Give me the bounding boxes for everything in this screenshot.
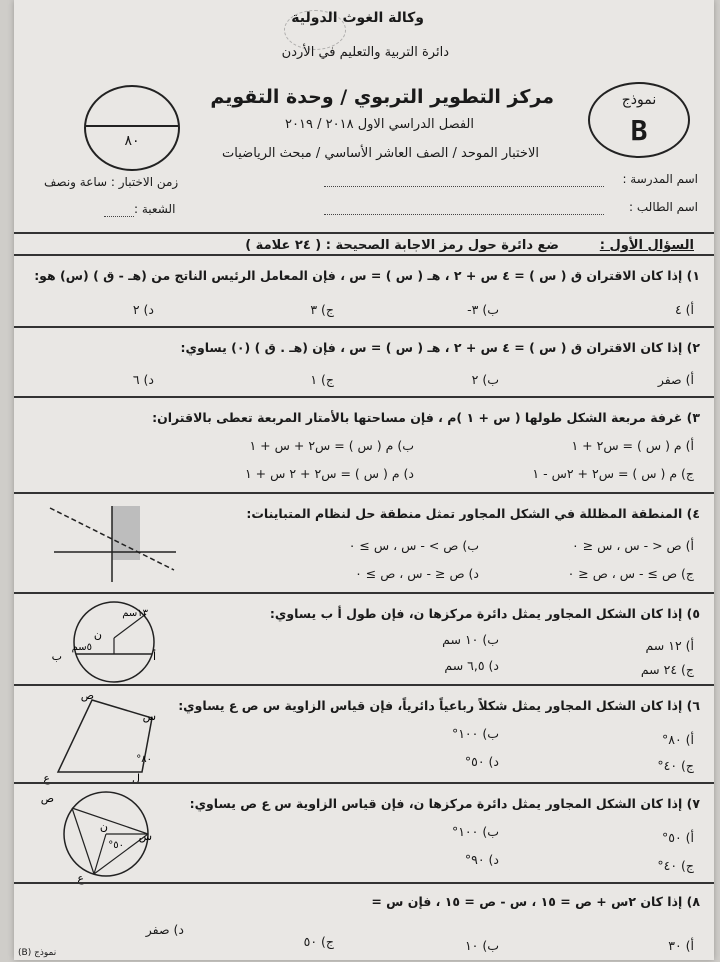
center-label: ن [93, 628, 102, 641]
option-b[interactable]: ب) ٣- [467, 302, 499, 317]
option-b[interactable]: ب) م ( س ) = س٢ + س + ١ [249, 438, 414, 453]
option-a[interactable]: أ) ٨٠° [661, 732, 694, 747]
option-c[interactable]: ج) ٢٤ سم [640, 662, 694, 677]
option-b[interactable]: ب) ٢ [471, 372, 499, 387]
exam-header [14, 0, 714, 235]
point-3-label: ع [77, 872, 84, 885]
option-d[interactable]: د) صفر [145, 922, 184, 937]
point-a-label: أ [152, 650, 156, 663]
option-a[interactable]: أ) ٤ [674, 302, 694, 317]
option-d[interactable]: د) ٦ [132, 372, 154, 387]
student-field[interactable] [324, 204, 604, 215]
vertex-3-label: ل [132, 772, 140, 785]
header-divider [14, 232, 714, 234]
section-label: الشعبة : [134, 202, 176, 216]
term-line: الفصل الدراسي الاول ٢٠١٨ / ٢٠١٩ [285, 117, 474, 132]
question-section [14, 232, 714, 960]
radius-1 [94, 834, 106, 874]
question-text: ٧) إذا كان الشكل المجاور يمثل دائرة مركزها ن، فإن قياس الزاوية س ع ص يساوي: [189, 796, 700, 811]
exam-paper [14, 0, 714, 960]
option-a[interactable]: أ) ٣٠ [668, 938, 694, 953]
option-b[interactable]: ب) ١٠٠° [451, 726, 499, 741]
option-b[interactable]: ب) ١٠٠° [451, 824, 499, 839]
vertex-4-label: ع [43, 772, 50, 785]
agency-name: وكالة الغوث الدولية [291, 10, 424, 26]
option-d[interactable]: د) ص ≤ - س ، ص ≥ ٠ [355, 566, 479, 581]
question-text: ٦) إذا كان الشكل المجاور يمثل شكلاً رباعياً دائرياً، فإن قياس الزاوية س ص ع يساوي: [178, 698, 700, 713]
circle-angle-figure [40, 786, 184, 885]
center-label: ن [99, 820, 108, 833]
option-c[interactable]: ج) ١ [310, 372, 334, 387]
chord-1 [72, 808, 148, 834]
question-text: ٣) غرفة مربعة الشكل طولها ( س + ١ )م ، فإن مساحتها بالأمتار المربعة تعطى بالاقتران: [152, 410, 700, 425]
option-d[interactable]: د) ٢ [132, 302, 154, 317]
option-b[interactable]: ب) ص > - س ، س ≥ ٠ [348, 538, 479, 553]
option-a[interactable]: أ) ٥٠° [661, 830, 694, 845]
option-c[interactable]: ج) ٤٠° [657, 758, 694, 773]
vertex-2-label: س [142, 710, 156, 723]
model-word: نموذج [621, 92, 657, 108]
score-circle [84, 85, 180, 171]
angle-label: ٨٠° [136, 754, 152, 765]
total-score: ٨٠ [124, 133, 140, 149]
quadrilateral-figure [43, 689, 188, 785]
question-7 [14, 782, 714, 884]
inequality-graph [44, 500, 184, 588]
option-b[interactable]: ب) ١٠ سم [442, 632, 499, 647]
option-a[interactable]: أ) صفر [657, 372, 694, 387]
section-instruction: ضع دائرة حول رمز الاجابة الصحيحة : ( ٢٤ علامة ) [245, 238, 559, 253]
question-text: ٢) إذا كان الاقتران ق ( س ) = ٤ س + ٢ ، هـ ( س ) = س ، فإن (هـ . ق ) (٠) يساوي: [180, 340, 700, 355]
department-name: دائرة التربية والتعليم في الأردن [281, 45, 449, 60]
question-text: ٥) إذا كان الشكل المجاور يمثل دائرة مركزها ن، فإن طول أ ب يساوي: [269, 606, 700, 621]
question-1 [14, 254, 714, 328]
option-a[interactable]: أ) م ( س ) = س٢ + ١ [571, 438, 694, 453]
model-letter: B [630, 114, 648, 147]
point-b-label: ب [51, 650, 62, 663]
exam-line: الاختبار الموحد / الصف العاشر الأساسي / مبحث الرياضيات [222, 146, 539, 161]
school-field[interactable] [324, 176, 604, 187]
distance-label: ٥سم [71, 642, 92, 653]
model-badge [588, 82, 690, 158]
question-text: ١) إذا كان الاقتران ق ( س ) = ٤ س + ٢ ، هـ ( س ) = س ، فإن المعامل الرئيس الناتج من (هـ - ق ) (س) هو: [34, 268, 700, 283]
option-a[interactable]: أ) ١٢ سم [645, 638, 694, 653]
question-text: ٤) المنطقة المظللة في الشكل المجاور تمثل منطقة حل لنظام المتباينات: [246, 506, 700, 521]
question-6 [14, 684, 714, 784]
option-a[interactable]: أ) ص < - س ، س ≤ ٠ [572, 538, 694, 553]
school-label: اسم المدرسة : [622, 172, 698, 186]
option-d[interactable]: د) ٩٠° [464, 852, 499, 867]
option-c[interactable]: ج) ٥٠ [303, 934, 334, 949]
center-title: مركز التطوير التربوي / وحدة التقويم [210, 86, 554, 108]
question-2 [14, 326, 714, 398]
option-d[interactable]: د) ٥٠° [464, 754, 499, 769]
footer-model: نموذج (B) [18, 948, 57, 958]
point-2-label: س [138, 830, 152, 843]
vertex-1-label: ص [80, 689, 94, 702]
angle-label: ٥٠° [108, 840, 124, 851]
option-d[interactable]: د) م ( س ) = س٢ + ٢ س + ١ [244, 466, 414, 481]
time-label: زمن الاختبار : ساعة ونصف [44, 175, 179, 189]
student-label: اسم الطالب : [629, 200, 698, 214]
chord-2 [72, 808, 94, 874]
question-text: ٨) إذا كان ٢س + ص = ١٥ ، س - ص = ١٥ ، فإن س = [371, 894, 700, 909]
option-d[interactable]: د) ٦,٥ سم [444, 658, 499, 673]
score-divider [86, 125, 178, 127]
option-c[interactable]: ج) ٤٠° [657, 858, 694, 873]
option-c[interactable]: ج) ٣ [310, 302, 334, 317]
question-8 [14, 882, 714, 962]
option-c[interactable]: ج) ص ≥ - س ، ص ≤ ٠ [567, 566, 694, 581]
question-5 [14, 592, 714, 686]
question-3 [14, 396, 714, 494]
question-4 [14, 492, 714, 594]
option-c[interactable]: ج) م ( س ) = س٢ + ٢س - ١ [532, 466, 694, 481]
section-field[interactable] [104, 206, 134, 217]
point-1-label: ص [40, 792, 54, 805]
section-title: السؤال الأول : [599, 238, 694, 253]
radius-label: ١٣سم [122, 608, 148, 619]
circle-chord-figure [48, 598, 188, 684]
option-b[interactable]: ب) ١٠ [464, 938, 499, 953]
